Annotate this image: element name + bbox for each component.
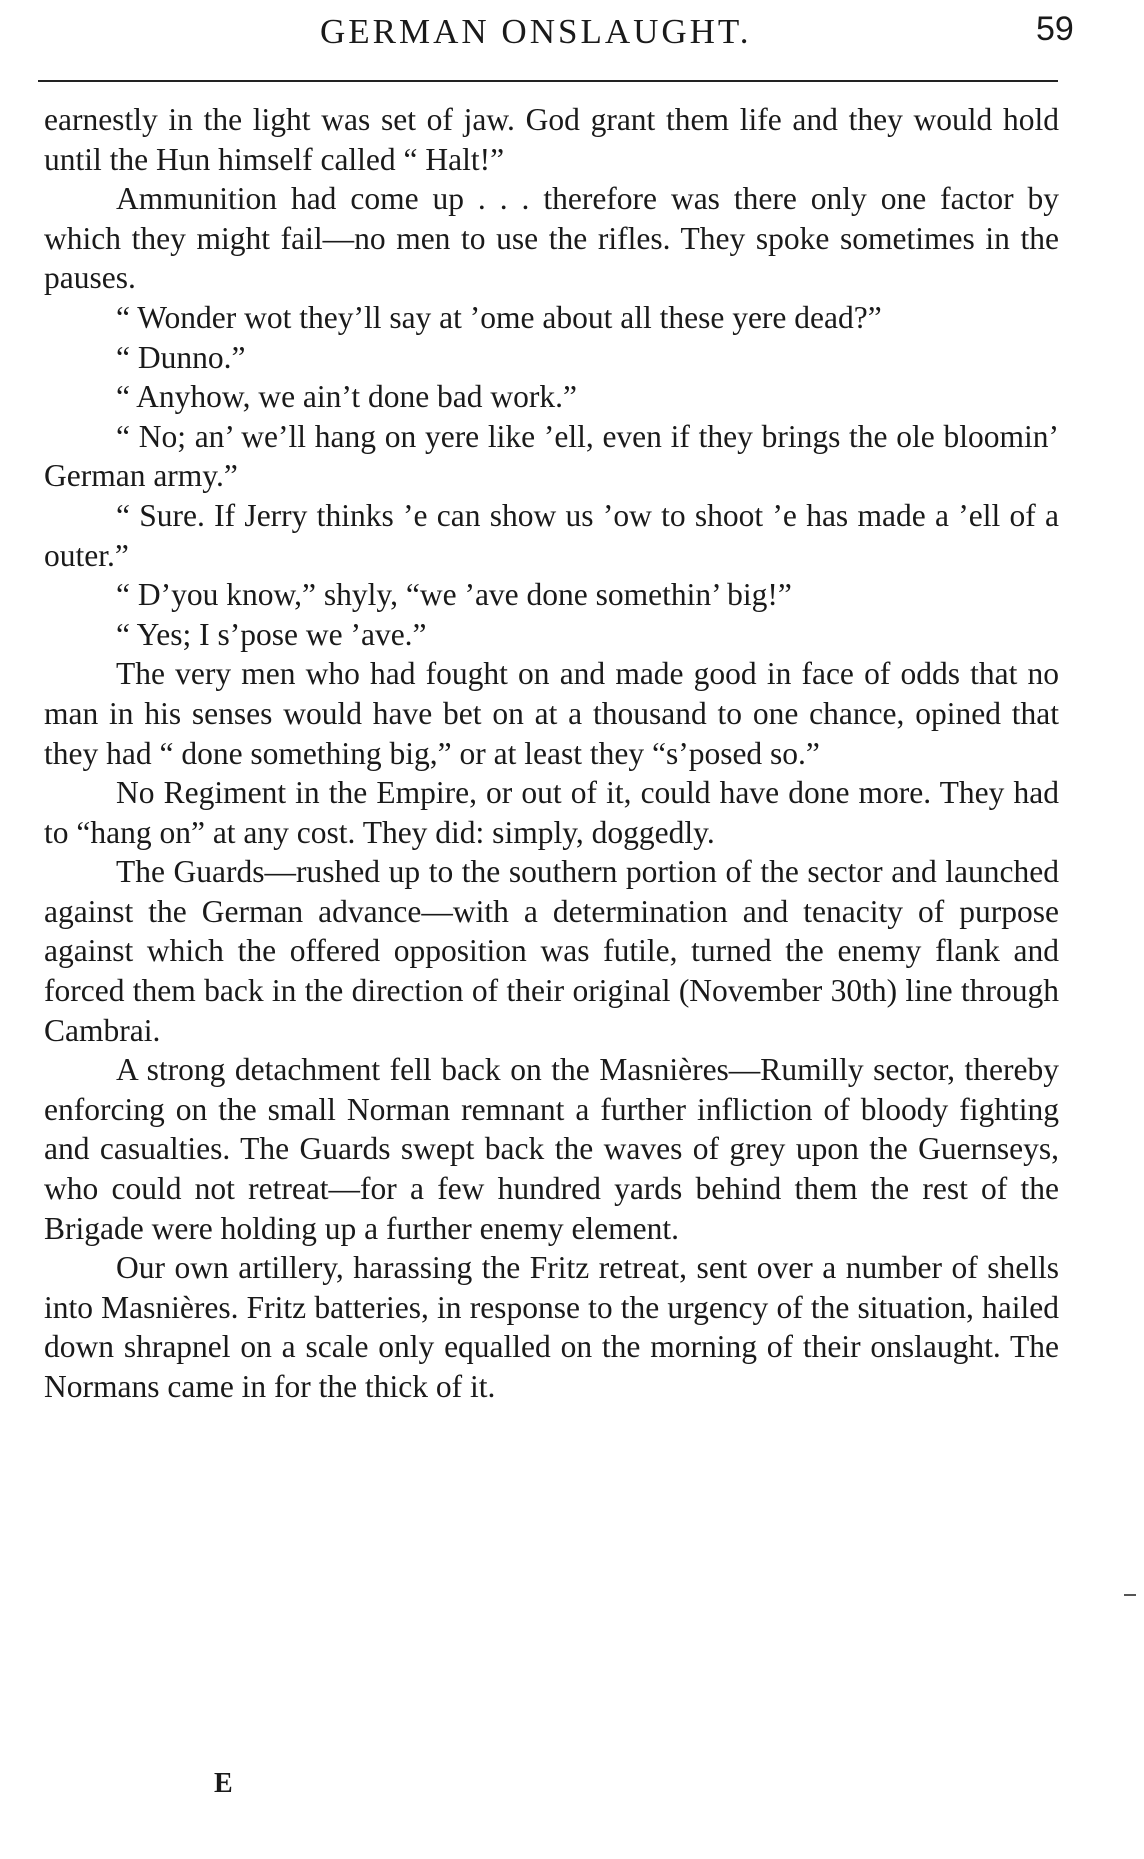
body-text <box>44 100 1059 1407</box>
paragraph: No Regiment in the Empire, or out of it, could have done more. They had to “hang on” at any cost. They did: simply, doggedly. <box>44 775 1059 850</box>
signature-mark: E <box>214 1768 233 1799</box>
paragraph: A strong detachment fell back on the Masnières—Rumilly sector, thereby enforcing on the small Norman remnant a further infliction of bloody fighting and casualties. The Guards swept back the waves of grey upon the Guernseys, who could not retreat—for a few hundred yards behind them the rest of the Brigade were holding up a further enemy element. <box>44 1052 1059 1246</box>
paragraph: earnestly in the light was set of jaw. God grant them life and they would hold until the Hun himself called “ Halt!” <box>44 102 1059 177</box>
paragraph: “ Sure. If Jerry thinks ’e can show us ’ow to shoot ’e has made a ’ell of a outer.” <box>44 497 1059 573</box>
paragraph: “ Dunno.” <box>116 339 246 375</box>
header-rule <box>38 80 1058 82</box>
paragraph: The very men who had fought on and made good in face of odds that no man in his senses would have bet on at a thousand to one chance, opined that they had “ done something big,” or at least they “s’posed so.” <box>44 656 1059 771</box>
paragraph: “ Wonder wot they’ll say at ’ome about all these yere dead?” <box>116 299 882 335</box>
paragraph: Ammunition had come up . . . therefore was there only one factor by which they might fail—no men to use the rifles. They spoke sometimes in the pauses. <box>44 181 1059 296</box>
paragraph: Our own artillery, harassing the Fritz retreat, sent over a number of shells into Masnières. Fritz batteries, in response to the urgency of the situation, hailed down shrapnel on a scale only equalled on the morning of their onslaught. The Normans came in for the thick of it. <box>44 1250 1059 1404</box>
paragraph: The Guards—rushed up to the southern portion of the sector and launched against the German advance—with a determination and tenacity of purpose against which the offered opposition was futile, turned the enemy flank and forced them back in the direction of their original (November 30th) line through Cambrai. <box>44 854 1059 1048</box>
paragraph: “ No; an’ we’ll hang on yere like ’ell, even if they brings the ole bloomin’ German army.” <box>44 418 1059 494</box>
paragraph: “ Yes; I s’pose we ’ave.” <box>116 616 427 652</box>
paragraph: “ D’you know,” shyly, “we ’ave done somethin’ big!” <box>116 577 792 613</box>
running-head: GERMAN ONSLAUGHT. <box>320 12 752 51</box>
margin-mark <box>1124 1594 1136 1596</box>
paragraph: “ Anyhow, we ain’t done bad work.” <box>116 379 578 415</box>
page-number: 59 <box>1036 10 1074 48</box>
page-header <box>0 6 1144 66</box>
